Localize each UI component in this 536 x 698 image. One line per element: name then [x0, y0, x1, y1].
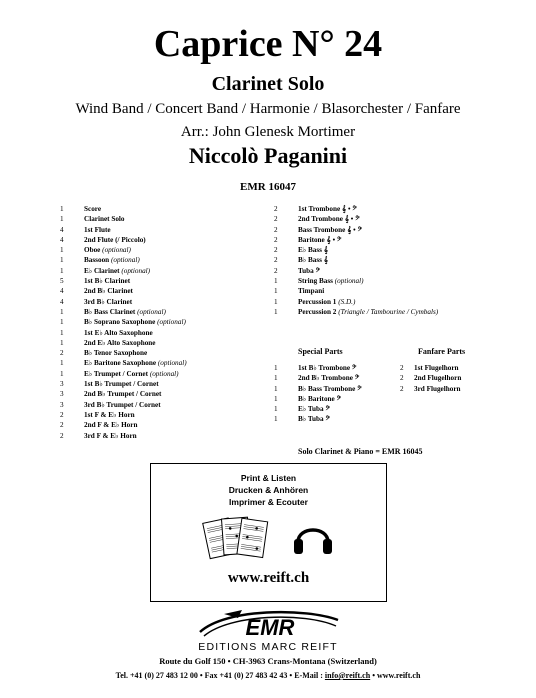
part-name-text: Baritone 𝄞 • 𝄢	[298, 235, 342, 244]
part-name	[84, 400, 161, 410]
part-quantity: 1	[274, 364, 278, 372]
part-name-text: Percussion 2	[298, 307, 337, 316]
part-row	[400, 373, 500, 383]
special-parts-heading: Special Parts	[298, 347, 343, 356]
part-row	[274, 266, 474, 276]
part-name-text: 3rd F & E♭ Horn	[84, 431, 137, 440]
part-name-text: B♭ Bass Trombone 𝄢	[298, 384, 362, 393]
part-name	[84, 431, 137, 441]
promo-website[interactable]: www.reift.ch	[227, 570, 310, 586]
part-row	[274, 286, 474, 296]
part-name-text: 2nd B♭ Clarinet	[84, 287, 133, 296]
logo-text: EMR	[245, 615, 295, 640]
part-quantity: 1	[274, 405, 278, 414]
part-name-text: E♭ Clarinet	[84, 266, 120, 275]
part-name-text: E♭ Trumpet / Cornet	[84, 369, 149, 378]
part-quantity: 4	[60, 235, 64, 244]
part-name	[298, 276, 364, 286]
publisher-name: EDITIONS MARC REIFT	[198, 641, 338, 653]
part-name-text: 1st Flute	[84, 225, 111, 234]
part-row	[274, 204, 474, 214]
part-name-text: Clarinet Solo	[84, 215, 125, 224]
part-name-text: 2nd E♭ Alto Saxophone	[84, 338, 156, 347]
part-name-text: B♭ Tuba 𝄢	[298, 415, 330, 424]
part-name	[298, 245, 328, 255]
part-quantity: 3	[60, 400, 64, 409]
part-quantity: 4	[60, 297, 64, 306]
part-row	[60, 348, 260, 358]
part-row	[60, 379, 260, 389]
print-listen-box	[150, 463, 387, 602]
part-quantity: 2	[60, 410, 64, 419]
part-quantity: 2	[400, 374, 404, 383]
part-row	[274, 414, 394, 424]
part-row	[274, 307, 474, 317]
sheet-music-icon	[201, 512, 271, 564]
part-name	[84, 358, 187, 368]
part-name-text: 3rd B♭ Trumpet / Cornet	[84, 400, 161, 409]
part-name-text: 3rd B♭ Clarinet	[84, 297, 133, 306]
part-row	[60, 276, 260, 286]
part-name	[84, 255, 140, 265]
part-name-text: B♭ Soprano Saxophone	[84, 318, 156, 327]
part-name	[84, 297, 132, 307]
part-row	[60, 338, 260, 348]
part-quantity: 4	[60, 225, 64, 234]
parts-list-right	[274, 204, 474, 317]
part-quantity: 1	[60, 328, 64, 337]
part-note: (optional)	[137, 307, 166, 316]
part-row	[60, 225, 260, 235]
part-row	[274, 394, 394, 404]
part-quantity: 2	[60, 421, 64, 430]
part-name-text: Bassoon	[84, 256, 110, 265]
part-name-text: 1st B♭ Trombone 𝄢	[298, 364, 357, 372]
parts-list-left	[60, 204, 260, 441]
part-quantity: 1	[60, 246, 64, 255]
composer: Niccolò Paganini	[188, 143, 348, 168]
part-name-text: Tuba 𝄢	[298, 266, 321, 275]
part-name	[84, 214, 125, 224]
part-quantity: 1	[60, 318, 64, 327]
part-name-text: E♭ Tuba 𝄢	[298, 405, 330, 414]
promo-line-1: Print & Listen	[240, 473, 297, 483]
part-name	[298, 225, 362, 235]
part-row	[274, 225, 474, 235]
part-quantity: 1	[60, 307, 64, 316]
part-quantity: 1	[60, 266, 64, 275]
fanfare-parts-heading: Fanfare Parts	[418, 347, 466, 356]
part-name-text: 1st Flugelhorn	[414, 364, 459, 372]
part-name	[84, 225, 111, 235]
part-name	[298, 266, 320, 276]
part-row	[400, 363, 500, 373]
part-name-text: 2nd B♭ Trombone 𝄢	[298, 374, 360, 383]
part-note: (optional)	[149, 369, 179, 378]
part-quantity: 1	[60, 359, 64, 368]
part-name	[84, 307, 166, 317]
special-parts-list	[274, 363, 394, 425]
contact-suffix: • www.reift.ch	[370, 671, 421, 680]
part-quantity: 2	[274, 205, 278, 213]
part-row	[274, 404, 394, 414]
part-name-text: 1st Trombone 𝄞 • 𝄢	[298, 205, 357, 213]
part-name-text: Oboe	[84, 246, 101, 255]
contact-line	[0, 671, 536, 680]
part-name	[298, 255, 328, 265]
part-quantity: 1	[274, 277, 278, 286]
arranger: Arr.: John Glenesk Mortimer	[180, 124, 356, 140]
part-name	[84, 410, 135, 420]
part-name-text: B♭ Bass 𝄞	[298, 256, 329, 265]
part-name	[298, 363, 357, 373]
band-types: Wind Band / Concert Band / Harmonie / Blasorchester / Fanfare	[75, 101, 461, 117]
part-name-text: Score	[84, 205, 102, 213]
part-row	[274, 297, 474, 307]
part-name	[414, 363, 459, 373]
part-name	[84, 245, 131, 255]
part-name	[298, 297, 355, 307]
part-name	[298, 394, 341, 404]
part-name	[84, 286, 133, 296]
part-name	[84, 328, 153, 338]
part-quantity: 4	[60, 287, 64, 296]
promo-line-2: Drucken & Anhören	[228, 485, 309, 495]
part-name-text: 1st E♭ Alto Saxophone	[84, 328, 153, 337]
part-name	[414, 373, 461, 383]
subtitle: Clarinet Solo	[211, 73, 325, 95]
part-name	[298, 214, 360, 224]
part-row	[60, 431, 260, 441]
part-row	[60, 400, 260, 410]
part-row	[60, 245, 260, 255]
part-quantity: 2	[274, 246, 278, 255]
part-row	[60, 358, 260, 368]
part-quantity: 1	[274, 307, 278, 316]
part-quantity: 2	[274, 266, 278, 275]
part-name	[84, 276, 130, 286]
part-name	[298, 384, 362, 394]
part-name	[84, 235, 146, 245]
part-row	[274, 384, 394, 394]
part-name-text: E♭ Baritone Saxophone	[84, 359, 157, 368]
part-row	[60, 369, 260, 379]
part-name	[298, 373, 359, 383]
part-quantity: 2	[274, 225, 278, 234]
part-name	[298, 286, 324, 296]
piano-edition-note: Solo Clarinet & Piano = EMR 16045	[298, 447, 423, 456]
part-quantity: 2	[274, 235, 278, 244]
part-name-text: 3rd Flugelhorn	[414, 384, 461, 393]
catalog-number: EMR 16047	[240, 181, 296, 193]
part-quantity: 1	[274, 374, 278, 383]
part-name-text: 1st B♭ Clarinet	[84, 277, 131, 286]
part-row	[274, 214, 474, 224]
part-note: (optional)	[110, 256, 140, 265]
part-note: (Triangle / Tambourine / Cymbals)	[338, 307, 439, 316]
emr-logo	[196, 606, 342, 640]
part-name-text: 2nd F & E♭ Horn	[84, 421, 138, 430]
part-row	[274, 235, 474, 245]
headphones-icon	[291, 516, 335, 556]
part-quantity: 2	[400, 384, 404, 393]
part-name-text: 2nd Trombone 𝄞 • 𝄢	[298, 215, 360, 224]
part-name-text: B♭ Bass Clarinet	[84, 307, 136, 316]
contact-prefix: Tel. +41 (0) 27 483 12 00 • Fax +41 (0) 27 483 42 43 • E-Mail :	[115, 671, 325, 680]
part-quantity: 2	[274, 215, 278, 224]
part-quantity: 1	[60, 256, 64, 265]
part-name-text: E♭ Bass 𝄞	[298, 246, 329, 255]
part-row	[274, 363, 394, 373]
part-name-text: 1st B♭ Trumpet / Cornet	[84, 380, 159, 389]
part-row	[60, 204, 260, 214]
part-quantity: 1	[274, 384, 278, 393]
part-name-text: 1st F & E♭ Horn	[84, 410, 135, 419]
title: Caprice N° 24	[153, 23, 383, 65]
part-quantity: 2	[274, 256, 278, 265]
part-quantity: 3	[60, 380, 64, 389]
part-name	[84, 369, 179, 379]
part-row	[60, 266, 260, 276]
publisher-address: Route du Golf 150 • CH-3963 Crans-Montana (Switzerland)	[159, 656, 377, 666]
part-row	[60, 255, 260, 265]
part-name-text: Timpani	[298, 287, 325, 296]
part-quantity: 1	[60, 205, 64, 213]
part-row	[60, 410, 260, 420]
part-row	[274, 255, 474, 265]
part-name	[414, 384, 461, 394]
part-name	[84, 420, 137, 430]
part-quantity: 2	[60, 349, 64, 358]
part-name-text: Bass Trombone 𝄞 • 𝄢	[298, 225, 363, 234]
part-quantity: 1	[274, 287, 278, 296]
part-name-text: Percussion 1	[298, 297, 337, 306]
part-name-text: String Bass	[298, 277, 333, 286]
part-name	[84, 389, 161, 399]
part-row	[400, 384, 500, 394]
part-note: (optional)	[121, 266, 151, 275]
part-row	[60, 317, 260, 327]
part-name	[298, 404, 330, 414]
part-row	[60, 235, 260, 245]
part-row	[274, 373, 394, 383]
part-name-text: B♭ Tenor Saxophone	[84, 349, 148, 358]
part-name	[84, 348, 147, 358]
part-name	[84, 338, 156, 348]
part-row	[60, 328, 260, 338]
part-row	[60, 286, 260, 296]
part-quantity: 5	[60, 277, 64, 286]
part-name	[298, 204, 357, 214]
part-quantity: 1	[60, 338, 64, 347]
part-row	[274, 245, 474, 255]
part-row	[60, 297, 260, 307]
part-name-text: 2nd B♭ Trumpet / Cornet	[84, 390, 162, 399]
part-note: (S.D.)	[338, 297, 356, 306]
part-quantity: 1	[274, 297, 278, 306]
part-name-text: B♭ Baritone 𝄢	[298, 394, 342, 403]
part-row	[60, 214, 260, 224]
part-quantity: 1	[274, 394, 278, 403]
part-note: (optional)	[334, 277, 364, 286]
part-note: (optional)	[157, 318, 186, 327]
part-name-text: 2nd Flugelhorn	[414, 374, 462, 383]
part-row	[60, 389, 260, 399]
part-name-text: 2nd Flute (/ Piccolo)	[84, 235, 146, 244]
part-name	[298, 235, 342, 245]
part-quantity: 1	[274, 415, 278, 424]
part-quantity: 2	[60, 431, 64, 440]
part-name	[298, 307, 438, 317]
part-quantity: 1	[60, 369, 64, 378]
part-quantity: 1	[60, 215, 64, 224]
part-name	[84, 204, 101, 214]
part-note: (optional)	[102, 246, 131, 255]
promo-line-3: Imprimer & Ecouter	[229, 497, 308, 507]
part-row	[60, 420, 260, 430]
part-name	[84, 317, 186, 327]
part-name	[84, 266, 150, 276]
fanfare-parts-list	[400, 363, 500, 394]
part-quantity: 3	[60, 390, 64, 399]
email-link[interactable]: info@reift.ch	[324, 671, 371, 680]
part-row	[274, 276, 474, 286]
part-note: (optional)	[157, 359, 187, 368]
part-quantity: 2	[400, 364, 404, 372]
part-name	[84, 379, 159, 389]
part-name	[298, 414, 330, 424]
part-row	[60, 307, 260, 317]
